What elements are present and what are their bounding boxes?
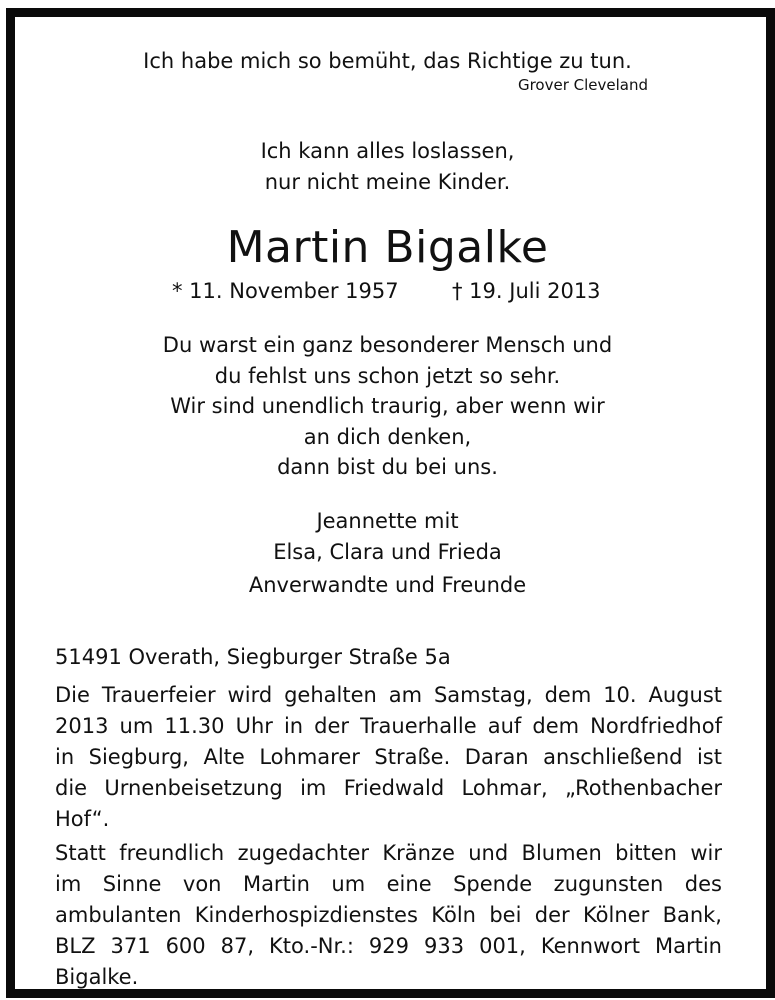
donation-line: ambulanten Kinderhospizdienstes Köln bei der Kölner Bank, — [55, 903, 722, 927]
ceremony-line: in Siegburg, Alte Lohmarer Straße. Daran anschließend ist — [55, 745, 722, 769]
deceased-name: Martin Bigalke — [226, 222, 549, 273]
verse-line: an dich denken, — [303, 424, 472, 449]
ceremony-line: die Urnenbeisetzung im Friedwald Lohmar, „Rothenbacher — [55, 776, 722, 800]
mourners-line: Jeannette mit — [316, 509, 459, 533]
donation-line: im Sinne von Martin um eine Spende zugunsten des — [55, 872, 722, 896]
mourners — [0, 506, 775, 568]
verse-line: du fehlst uns schon jetzt so sehr. — [214, 363, 561, 388]
donation-line: BLZ 371 600 87, Kto.-Nr.: 929 933 001, Kennwort Martin Bigalke. — [55, 934, 722, 989]
donation-line: Statt freundlich zugedachter Kränze und Blumen bitten wir — [55, 841, 722, 865]
ceremony-line: Die Trauerfeier wird gehalten am Samstag, dem 10. August — [55, 683, 722, 707]
address: 51491 Overath, Siegburger Straße 5a — [55, 645, 451, 669]
donation-request — [55, 838, 722, 993]
second-quote — [0, 136, 775, 198]
verse-line: Wir sind unendlich traurig, aber wenn wir — [170, 394, 605, 418]
quote-author: Grover Cleveland — [517, 76, 648, 94]
ceremony-line: Hof“. — [55, 807, 110, 831]
verse-line: Du warst ein ganz besonderer Mensch und — [162, 333, 613, 357]
opening-quote: Ich habe mich so bemüht, das Richtige zu tun. — [143, 49, 632, 73]
ceremony-notice — [55, 680, 722, 835]
death-date: † 19. Juli 2013 — [452, 279, 601, 303]
birth-date: * 11. November 1957 — [172, 279, 399, 303]
second-quote-line: Ich kann alles loslassen, — [260, 139, 515, 163]
ceremony-line: 2013 um 11.30 Uhr in der Trauerhalle auf dem Nordfriedhof — [55, 714, 722, 738]
verse-line: dann bist du bei uns. — [277, 455, 498, 479]
memorial-verse — [0, 330, 775, 483]
mourners-line: Elsa, Clara und Frieda — [273, 540, 502, 564]
relatives-line: Anverwandte und Freunde — [248, 573, 527, 597]
second-quote-line: nur nicht meine Kinder. — [264, 170, 511, 194]
